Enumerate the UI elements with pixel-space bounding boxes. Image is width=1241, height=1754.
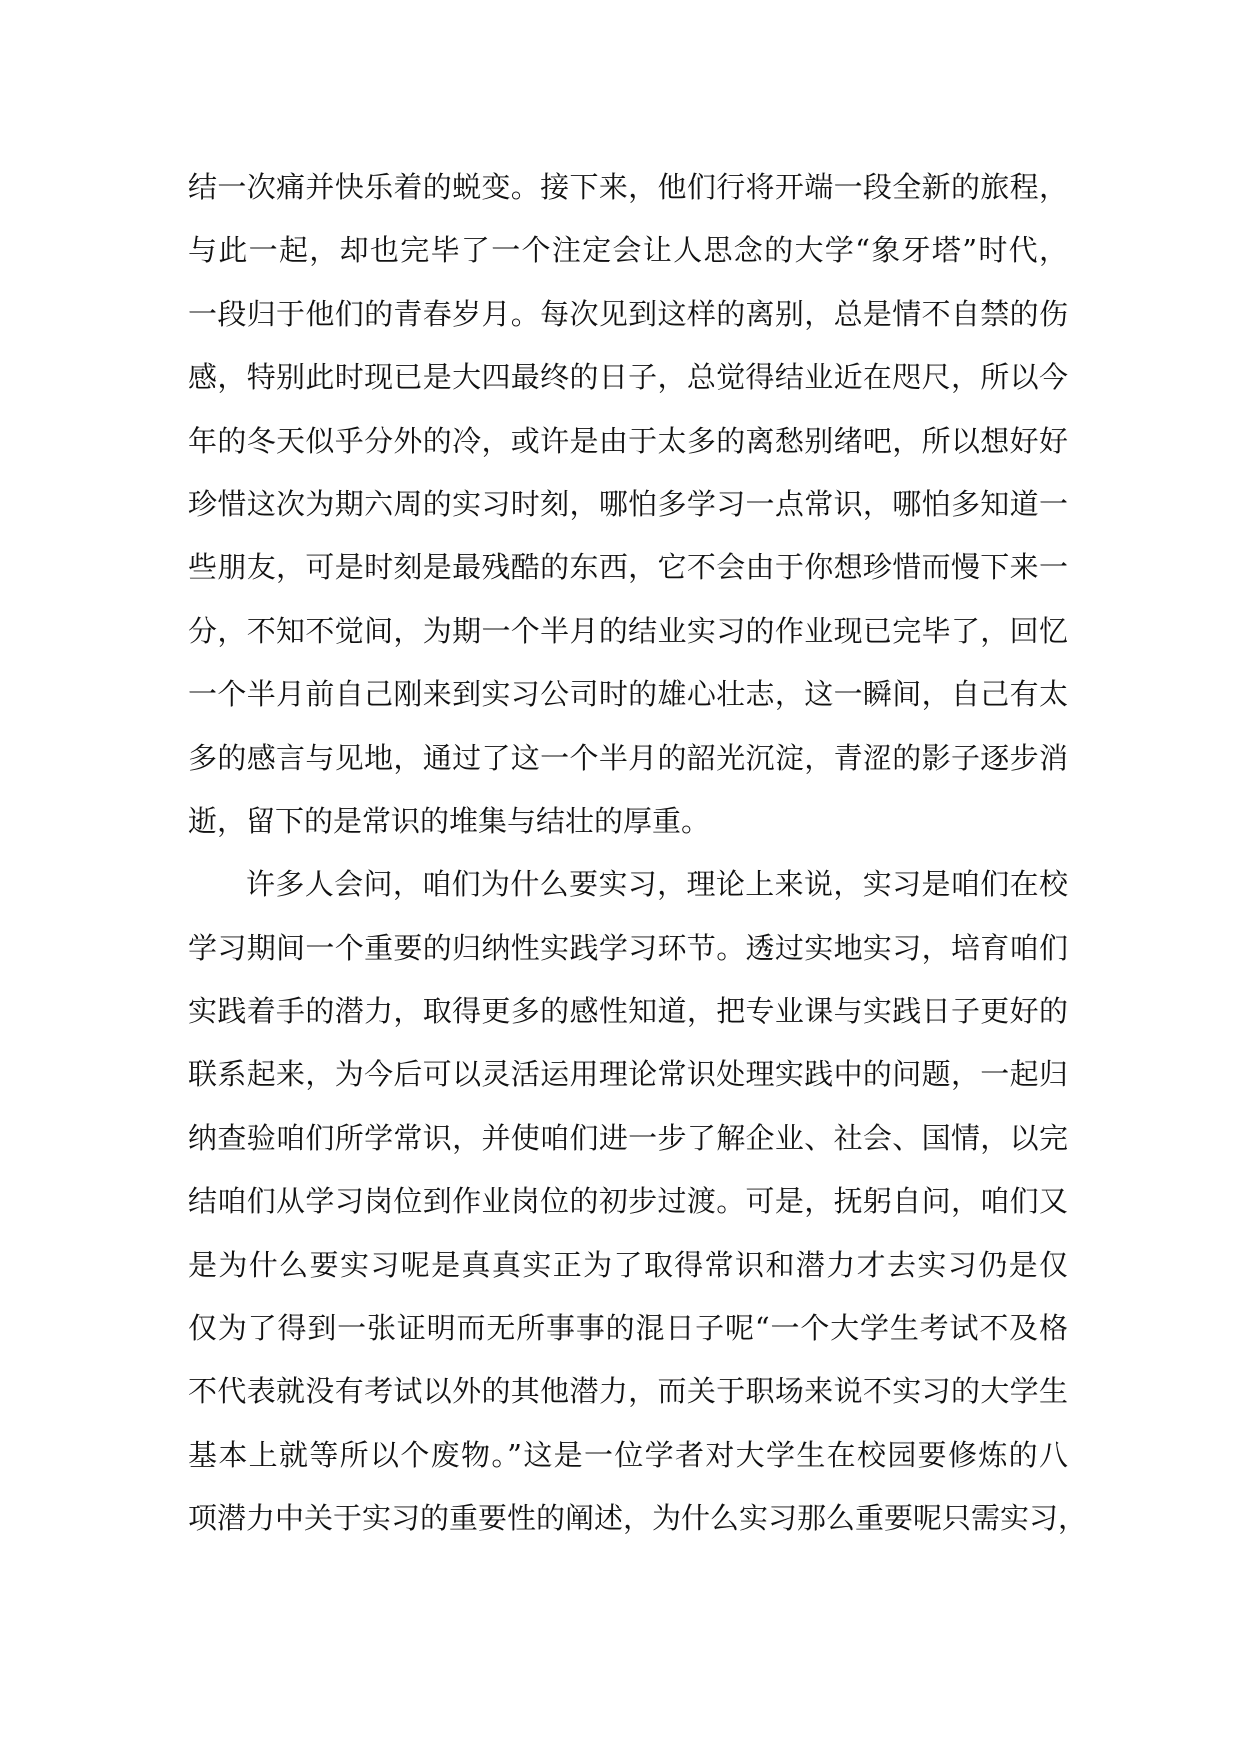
text-line: 一段归于他们的青春岁月。每次见到这样的离别，总是情不自禁的伤 [188, 296, 1068, 331]
paragraph-1 [188, 156, 1068, 853]
text-line: 年的冬天似乎分外的冷，或许是由于太多的离愁别绪吧，所以想好好 [188, 423, 1068, 458]
text-line: 结咱们从学习岗位到作业岗位的初步过渡。可是，抚躬自问，咱们又 [188, 1184, 1068, 1219]
text-line: 多的感言与见地，通过了这一个半月的韶光沉淀，青涩的影子逐步消 [188, 740, 1068, 775]
text-line: 项潜力中关于实习的重要性的阐述，为什么实习那么重要呢只需实习， [188, 1501, 1088, 1536]
text-line: 学习期间一个重要的归纳性实践学习环节。透过实地实习，培育咱们 [188, 930, 1068, 965]
text-line: 结一次痛并快乐着的蜕变。接下来，他们行将开端一段全新的旅程， [188, 170, 1068, 204]
body-text [188, 156, 1088, 1551]
text-line: 仅为了得到一张证明而无所事事的混日子呢“一个大学生考试不及格 [188, 1311, 1068, 1346]
text-line: 实践着手的潜力，取得更多的感性知道，把专业课与实践日子更好的 [188, 994, 1068, 1029]
text-line: 与此一起，却也完毕了一个注定会让人思念的大学“象牙塔”时代， [188, 233, 1068, 268]
text-line: 联系起来，为今后可以灵活运用理论常识处理实践中的问题，一起归 [188, 1057, 1068, 1092]
paragraph-2 [188, 853, 1088, 1550]
text-line: 珍惜这次为期六周的实习时刻，哪怕多学习一点常识，哪怕多知道一 [188, 486, 1068, 521]
text-line: 是为什么要实习呢是真真实正为了取得常识和潜力才去实习仍是仅 [188, 1247, 1068, 1282]
text-line: 感，特别此时现已是大四最终的日子，总觉得结业近在咫尺，所以今 [188, 360, 1068, 395]
text-line: 基本上就等所以个废物。”这是一位学者对大学生在校园要修炼的八 [188, 1437, 1068, 1472]
text-line: 纳查验咱们所学常识，并使咱们进一步了解企业、社会、国情，以完 [188, 1120, 1068, 1155]
text-line: 一个半月前自己刚来到实习公司时的雄心壮志，这一瞬间，自己有太 [188, 677, 1068, 712]
text-line: 些朋友，可是时刻是最残酷的东西，它不会由于你想珍惜而慢下来一 [188, 550, 1068, 585]
text-line: 逝，留下的是常识的堆集与结壮的厚重。 [188, 803, 711, 838]
text-line: 不代表就没有考试以外的其他潜力，而关于职场来说不实习的大学生 [188, 1374, 1068, 1409]
text-line: 分，不知不觉间，为期一个半月的结业实习的作业现已完毕了，回忆 [188, 613, 1068, 648]
text-line: 许多人会问，咱们为什么要实习，理论上来说，实习是咱们在校 [246, 867, 1068, 902]
